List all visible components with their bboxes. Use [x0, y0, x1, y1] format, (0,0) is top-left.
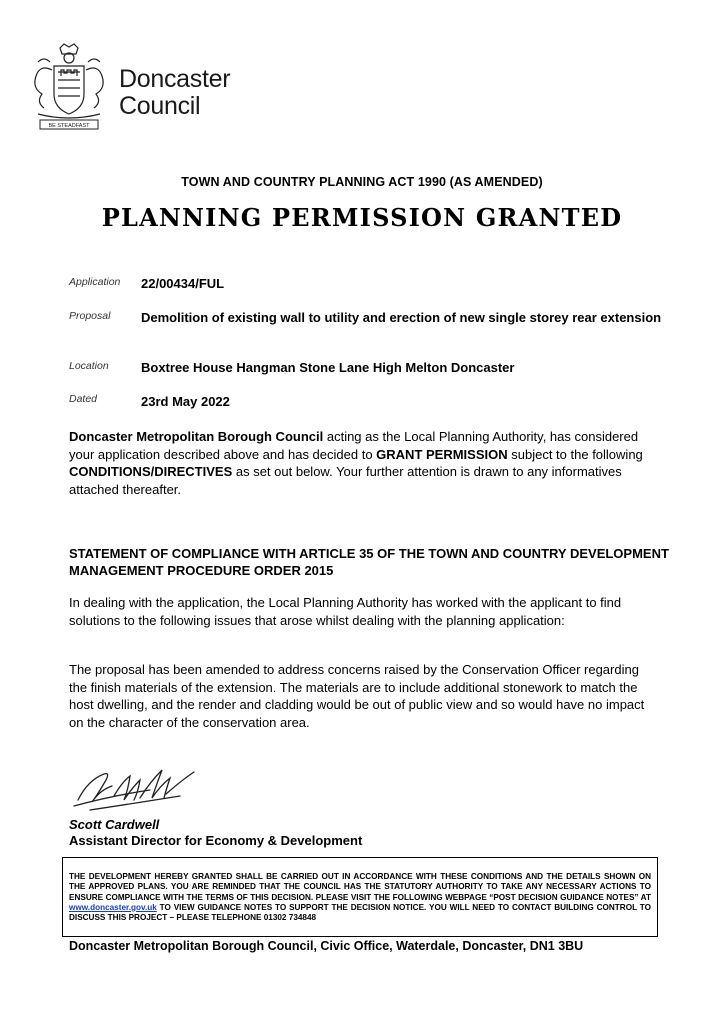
decision-council: Doncaster Metropolitan Borough Council [69, 429, 324, 444]
location-label: Location [69, 360, 109, 372]
decision-grant: GRANT PERMISSION [376, 446, 508, 462]
notice-text-1: THE DEVELOPMENT HEREBY GRANTED SHALL BE CARRIED OUT IN ACCORDANCE WITH THESE CONDITIONS AND THE DETAILS SHOWN ON THE APPROVED PLANS. YOU ARE REMINDED THAT THE COUNCIL HAS THE STATUTORY AUTHORITY TO TAKE ANY NECESSARY ACTIONS TO ENSURE COMPLIANCE WITH THE TERMS OF THIS DECISION. PLEASE VISIT THE FOLLOWING WEBPAGE “POST DECISION GUIDANCE NOTES” AT [69, 872, 651, 902]
proposal-value: Demolition of existing wall to utility and erection of new single storey rear extension [141, 310, 662, 325]
signature [70, 760, 210, 816]
signatory-name: Scott Cardwell [69, 817, 160, 832]
decision-text1: acting as the Local Planning Authority, has considered your application described above and has decided to [69, 429, 639, 462]
website-link[interactable]: www.doncaster.gov.uk [69, 902, 157, 912]
statement-paragraph-1: In dealing with the application, the Local Planning Authority has worked with the applicant to find solutions to the following issues that arose whilst dealing with the planning application: [69, 595, 622, 628]
decision-text2: subject to the following [507, 446, 643, 462]
svg-text:BE STEADFAST: BE STEADFAST [48, 123, 90, 129]
act-title: TOWN AND COUNTRY PLANNING ACT 1990 (AS AMENDED) [181, 175, 543, 189]
council-crest-logo [26, 42, 112, 134]
statement-heading: STATEMENT OF COMPLIANCE WITH ARTICLE 35 OF THE TOWN AND COUNTRY DEVELOPMENT MANAGEMENT PROCEDURE ORDER 2015 [69, 546, 669, 578]
notice-text-2: TO VIEW GUIDANCE NOTES TO SUPPORT THE DECISION NOTICE. YOU WILL NEED TO CONTACT BUILDING CONTROL TO DISCUSS THIS PROJECT – PLEASE TELEPHONE 01302 734848 [69, 902, 651, 923]
main-title: PLANNING PERMISSION GRANTED [101, 203, 623, 232]
statement-paragraph-2: The proposal has been amended to address concerns raised by the Conservation Officer regarding the finish materials of the extension. The materials are to include additional stonework to match the host dwelling, and the render and cladding would be out of public view and so would have no impact on the character of the conservation area. [69, 662, 645, 730]
application-value: 22/00434/FUL [141, 276, 225, 291]
dated-value: 23rd May 2022 [141, 394, 230, 409]
signatory-title: Assistant Director for Economy & Development [69, 833, 363, 848]
council-name-line1: Doncaster [119, 65, 231, 93]
decision-conditions: CONDITIONS/DIRECTIVES [69, 464, 233, 479]
footer-address: Doncaster Metropolitan Borough Council, Civic Office, Waterdale, Doncaster, DN1 3BU [69, 939, 584, 953]
location-value: Boxtree House Hangman Stone Lane High Melton Doncaster [141, 360, 515, 375]
dated-label: Dated [69, 393, 98, 405]
application-label: Application [69, 276, 121, 288]
proposal-label: Proposal [69, 310, 111, 322]
decision-text3: as set out below. Your further attention is drawn to any informatives attached thereafter. [69, 464, 622, 497]
council-name [119, 66, 230, 120]
council-name-line2: Council [119, 92, 201, 120]
notice-box [62, 857, 658, 937]
decision-paragraph [69, 428, 659, 498]
